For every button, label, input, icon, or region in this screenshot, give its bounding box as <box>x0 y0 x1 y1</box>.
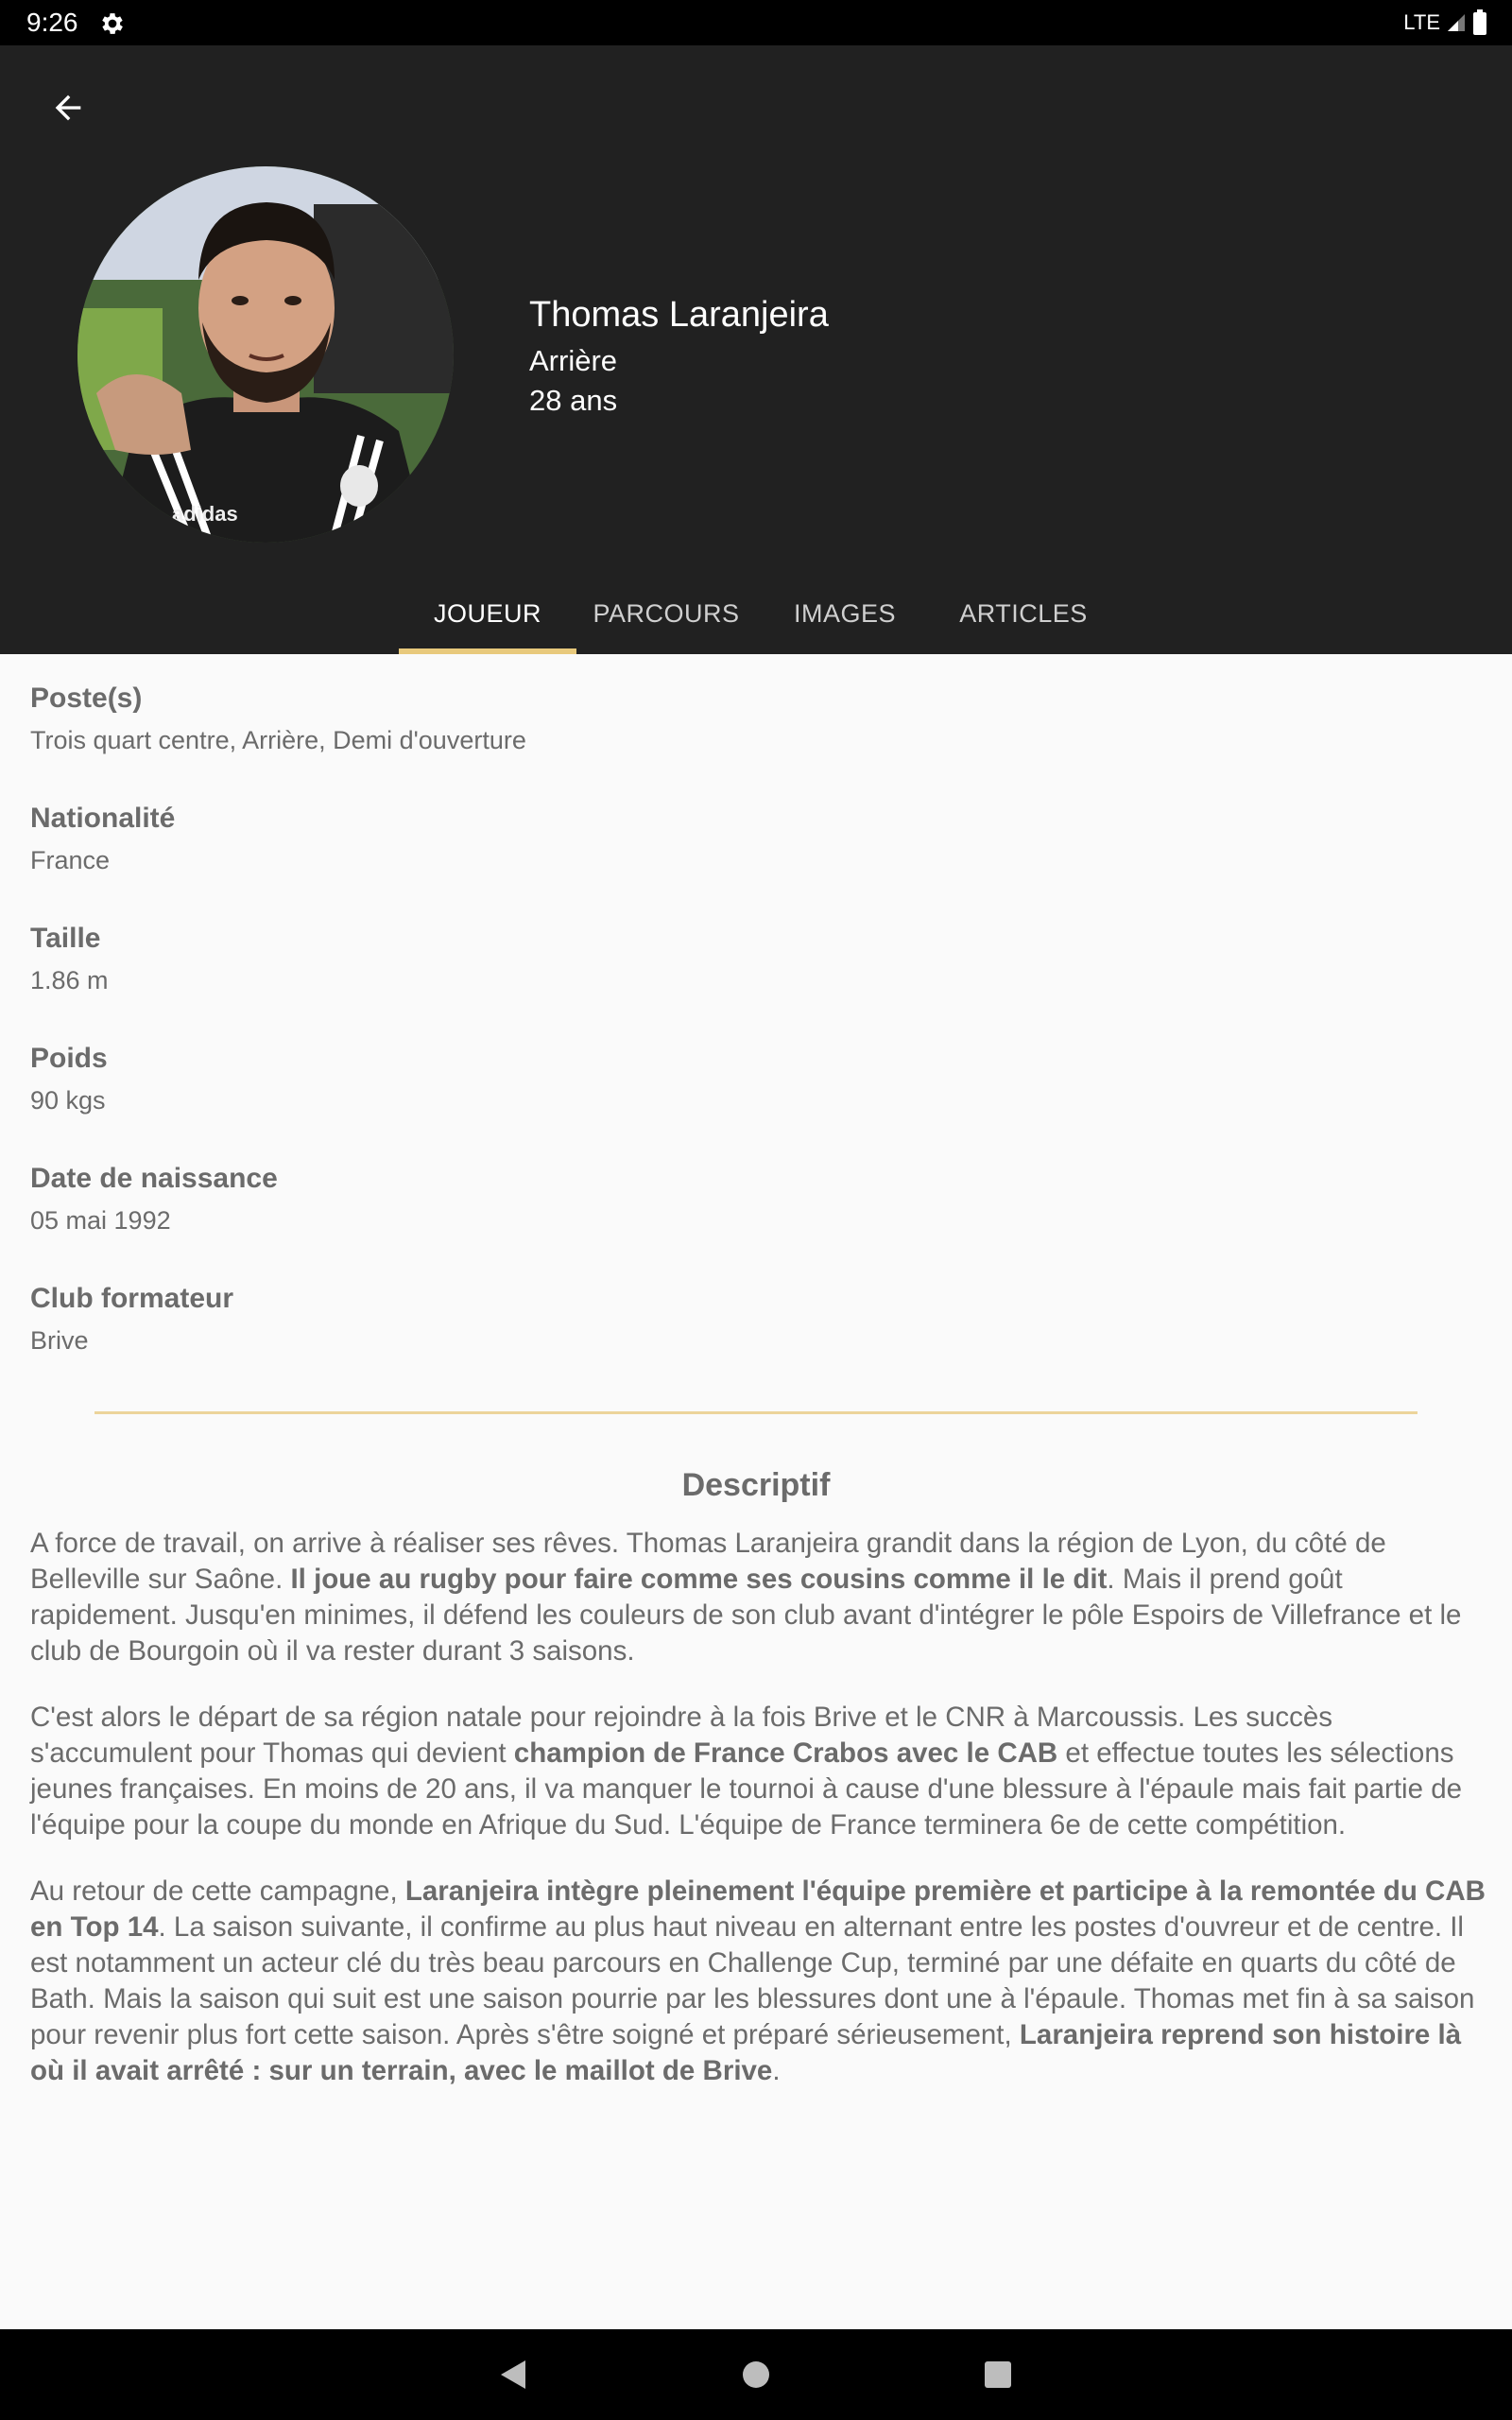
tab-joueur[interactable]: JOUEUR <box>433 598 541 628</box>
description-paragraph <box>30 1874 1486 2089</box>
player-age: 28 ans <box>529 384 618 417</box>
arrow-left-icon <box>49 89 87 131</box>
field-taille <box>30 923 109 995</box>
section-divider <box>94 1411 1418 1414</box>
player-header <box>0 45 1512 654</box>
battery-icon <box>1472 9 1487 36</box>
field-poids <box>30 1043 108 1115</box>
gear-icon <box>98 9 127 38</box>
field-value: Brive <box>30 1326 89 1355</box>
field-nationalite <box>30 803 175 875</box>
text-run-bold: Laranjeira intègre pleinement l'équipe première et participe à la remontée du CAB en Top 14 <box>30 1876 1486 1943</box>
signal-icon <box>1446 12 1467 33</box>
description-paragraph <box>30 1700 1486 1843</box>
field-club-formateur <box>30 1283 233 1356</box>
text-run-bold: Laranjeira reprend son histoire là où il avait arrêté : sur un terrain, avec le maillot de Brive <box>30 2019 1462 2086</box>
system-nav-bar <box>0 2329 1512 2420</box>
field-value: France <box>30 846 111 874</box>
status-indicators <box>1403 9 1487 36</box>
svg-text:adidas: adidas <box>172 502 238 526</box>
description-body <box>30 1526 1486 2119</box>
tab-bar <box>0 573 1512 654</box>
status-time: 9:26 <box>26 8 78 37</box>
field-value: 05 mai 1992 <box>30 1206 171 1235</box>
tab-images[interactable]: IMAGES <box>793 598 897 628</box>
player-avatar <box>77 166 454 543</box>
text-run-bold: Il joue au rugby pour faire comme ses cousins comme il le dit <box>290 1564 1108 1595</box>
field-label: Date de naissance <box>30 1163 278 1194</box>
status-bar <box>0 0 1512 45</box>
tab-articles[interactable]: ARTICLES <box>959 598 1088 628</box>
text-run-bold: champion de France Crabos avec le CAB <box>513 1737 1058 1769</box>
field-date-naissance <box>30 1163 278 1236</box>
description-paragraph <box>30 1526 1486 1669</box>
network-label: LTE <box>1403 10 1440 34</box>
back-triangle-icon[interactable] <box>491 2354 533 2395</box>
field-value: 1.86 m <box>30 966 109 994</box>
player-position: Arrière <box>529 344 618 377</box>
field-label: Nationalité <box>30 803 176 834</box>
recents-square-icon[interactable] <box>977 2354 1019 2395</box>
home-circle-icon[interactable] <box>735 2354 777 2395</box>
text-run: . Mais il prend goût rapidement. Jusqu'en minimes, il défend les couleurs de son club avant d'intégrer le pôle Espoirs de Villefrance et le club de Bourgoin où il va rester durant 3 saisons. <box>30 1564 1462 1667</box>
field-label: Poids <box>30 1043 108 1074</box>
field-value: Trois quart centre, Arrière, Demi d'ouverture <box>30 726 526 754</box>
text-run: A force de travail, on arrive à réaliser ses rêves. Thomas Laranjeira grandit dans la région de Lyon, du côté de Belleville sur Saône. <box>30 1528 1386 1595</box>
text-run: Au retour de cette campagne, <box>30 1876 405 1907</box>
field-value: 90 kgs <box>30 1086 106 1115</box>
player-name: Thomas Laranjeira <box>529 295 829 335</box>
text-run: C'est alors le départ de sa région natale pour rejoindre à la fois Brive et le CNR à Marcoussis. Les succès s'accumulent pour Thomas qui devient <box>30 1702 1333 1769</box>
field-label: Poste(s) <box>30 683 143 714</box>
back-button[interactable] <box>38 79 98 140</box>
text-run: et effectue toutes les sélections jeunes françaises. En moins de 20 ans, il va manquer le tournoi à cause d'une blessure à l'épaule mais fait partie de l'équipe pour la coupe du monde en Afrique du Sud. L'équipe de France terminera 6e de cette compétition. <box>30 1737 1463 1841</box>
field-postes <box>30 683 526 755</box>
field-label: Taille <box>30 923 101 954</box>
field-label: Club formateur <box>30 1283 234 1314</box>
description-title: Descriptif <box>681 1467 831 1503</box>
text-run: . <box>772 2055 781 2086</box>
tab-parcours[interactable]: PARCOURS <box>593 598 740 628</box>
text-run: . La saison suivante, il confirme au plus haut niveau en alternant entre les postes d'ouvreur et de centre. Il est notamment un acteur clé du très beau parcours en Challenge Cup, terminé par une défaite en quarts du côté de Bath. Mais la saison qui suit est une saison pourrie par les blessures dont une à l'épaule. Thomas met fin à sa saison pour revenir plus fort cette saison. Après s'être soigné et préparé sérieusement, <box>30 1911 1475 2050</box>
active-tab-indicator <box>399 648 576 654</box>
